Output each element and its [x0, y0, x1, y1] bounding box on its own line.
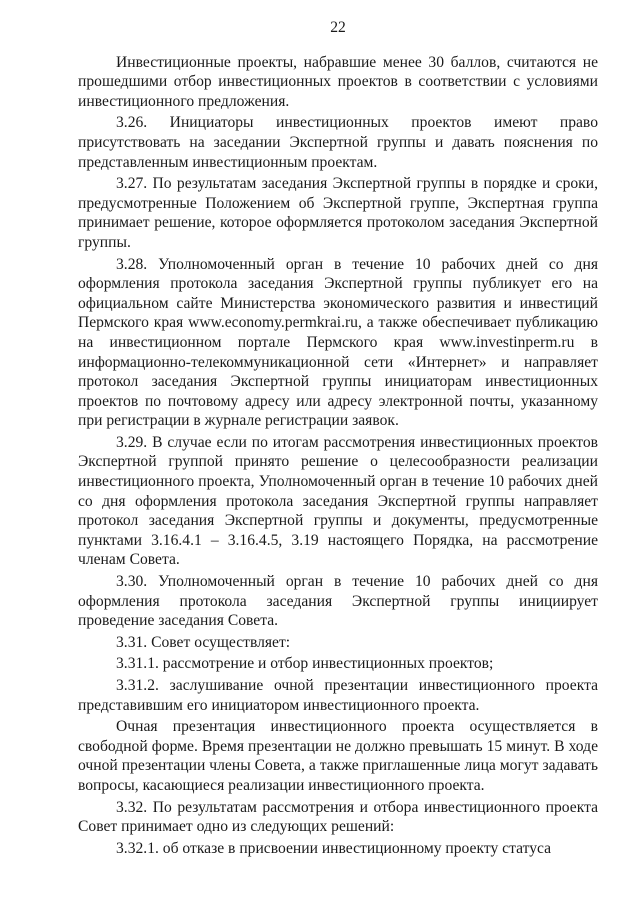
paragraph-3-31-2: 3.31.2. заслушивание очной презентации инвестиционного проекта представившим его инициатором инвестиционного проекта. [78, 677, 598, 714]
paragraph-presentation: Очная презентация инвестиционного проекта осуществляется в свободной форме. Время презентации не должно превышать 15 минут. В ходе очной презентации члены Совета, а также приглашенные лица могут задавать вопросы, касающиеся реализации инвестиционного проекта. [78, 718, 598, 794]
paragraph-3-27: 3.27. По результатам заседания Экспертной группы в порядке и сроки, предусмотренные Положением об Экспертной группе, Экспертная группа принимает решение, которое оформляется протоколом заседания Экспертной группы. [78, 175, 598, 251]
paragraph-3-26: 3.26. Инициаторы инвестиционных проектов имеют право присутствовать на заседании Экспертной группы и давать пояснения по представленным инвестиционным проектам. [78, 114, 598, 171]
paragraph-3-31-1: 3.31.1. рассмотрение и отбор инвестиционных проектов; [116, 655, 494, 673]
paragraph-min-score: Инвестиционные проекты, набравшие менее 30 баллов, считаются не прошедшими отбор инвестиционных проектов в соответствии с условиями инвестиционного предложения. [78, 53, 598, 110]
document-page [78, 10, 598, 860]
paragraph-3-31: 3.31. Совет осуществляет: [116, 633, 291, 651]
paragraph-3-32: 3.32. По результатам рассмотрения и отбора инвестиционного проекта Совет принимает одно из следующих решений: [78, 798, 598, 836]
paragraph-3-29: 3.29. В случае если по итогам рассмотрения инвестиционных проектов Экспертной группой принято решение о целесообразности реализации инвестиционного проекта, Уполномоченный орган в течение 10 рабочих дней со дня оформления протокола заседания Экспертной группы направляет протокол заседания Экспертной группы и документы, предусмотренные пунктами 3.16.4.1 – 3.16.4.5, 3.19 настоящего Порядка, на рассмотрение членам Совета. [78, 433, 598, 569]
paragraph-3-32-1: 3.32.1. об отказе в присвоении инвестиционному проекту статуса [116, 839, 552, 857]
paragraph-3-28: 3.28. Уполномоченный орган в течение 10 рабочих дней со дня оформления протокола заседания Экспертной группы публикует его на официальном сайте Министерства экономического развития и инвестиций Пермского края www.economy.permkrai.ru, а также обеспечивает публикацию на инвестиционном портале Пермского края www.investinperm.ru в информационно-телекоммуникационной сети «Интернет» и направляет протокол заседания Экспертной группы инициаторам инвестиционных проектов по почтовому адресу или адресу электронной почты, указанному при регистрации в журнале регистрации заявок. [78, 255, 598, 430]
page-number: 22 [330, 19, 346, 36]
paragraph-3-30: 3.30. Уполномоченный орган в течение 10 рабочих дней со дня оформления протокола заседания Экспертной группы инициирует проведение заседания Совета. [78, 573, 598, 630]
